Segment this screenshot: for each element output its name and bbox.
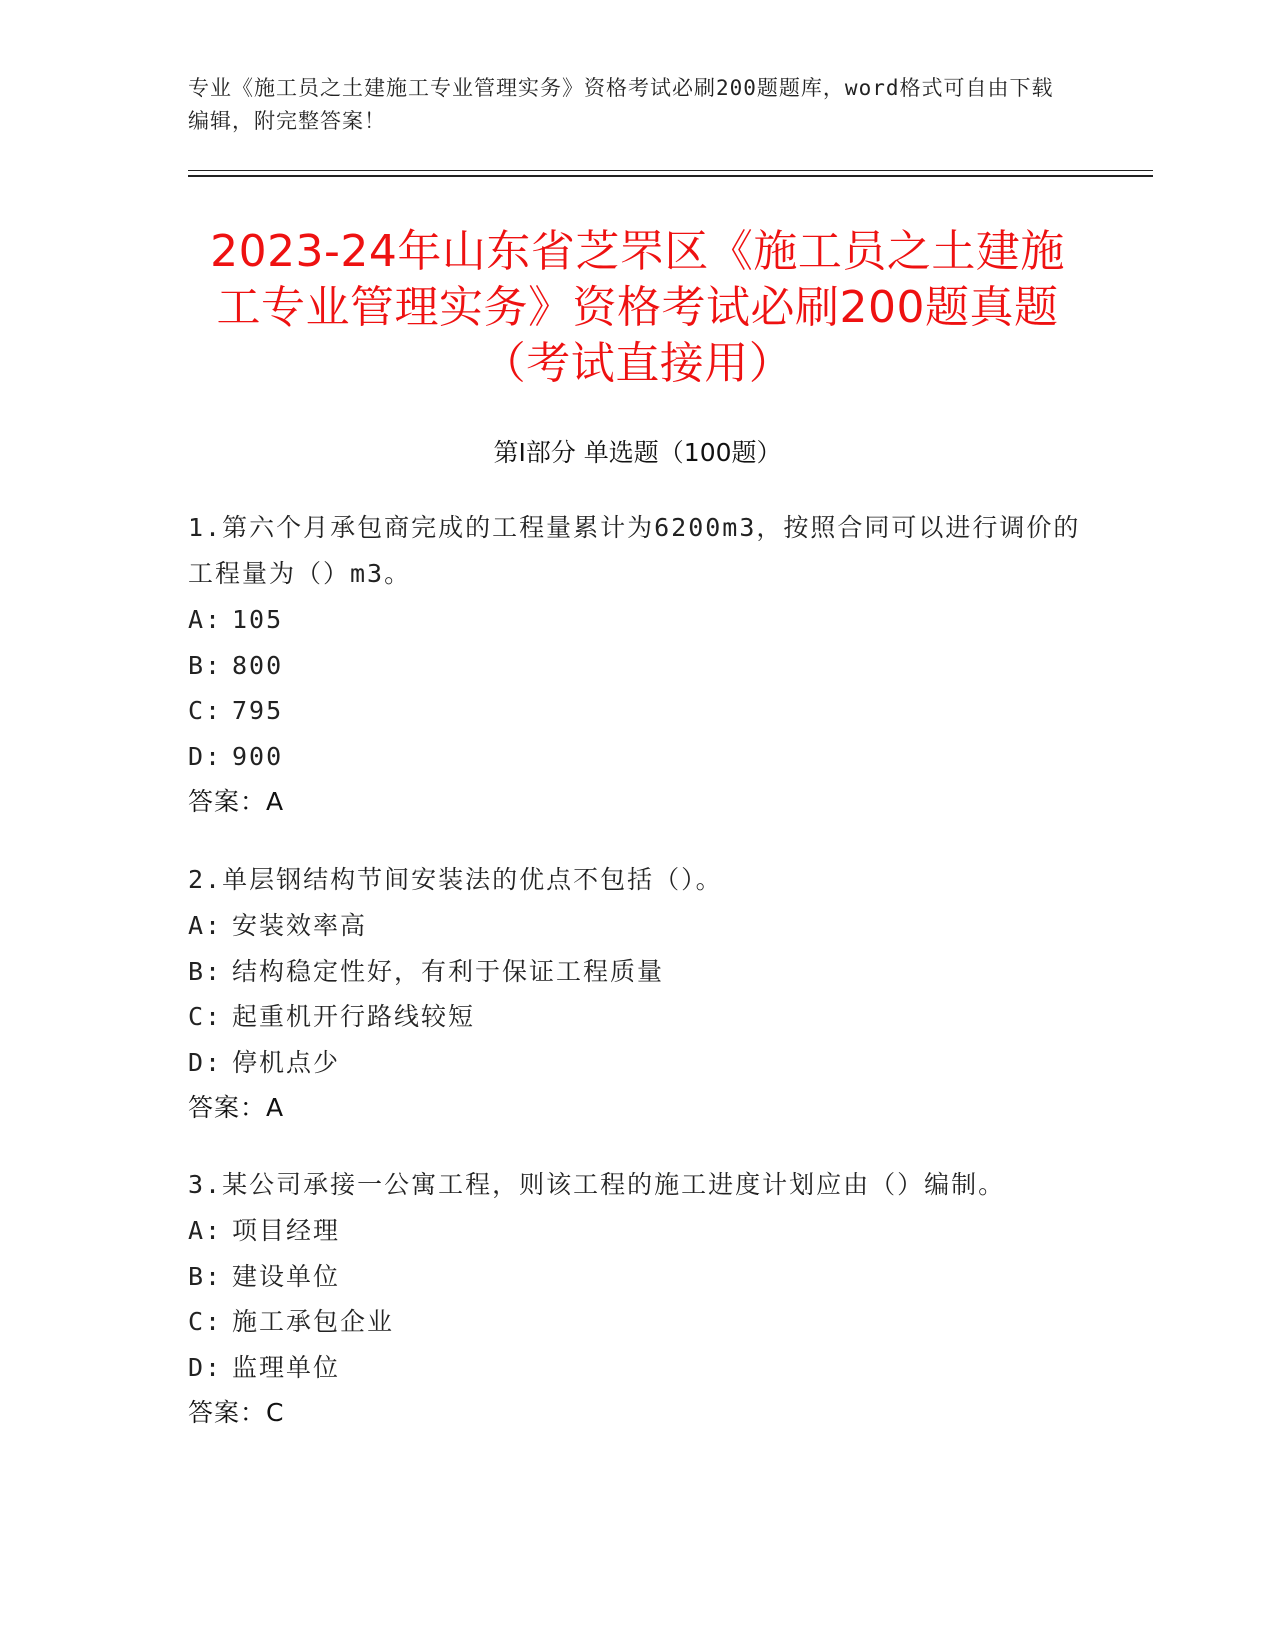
option-letter: B: bbox=[188, 956, 223, 986]
option-a bbox=[188, 597, 1088, 643]
question-text: 1.第六个月承包商完成的工程量累计为6200m3，按照合同可以进行调价的工程量为（）m3。 bbox=[188, 513, 1081, 588]
option-text: 停机点少 bbox=[232, 1047, 341, 1077]
option-letter: A: bbox=[188, 1216, 223, 1245]
option-text: 项目经理 bbox=[232, 1216, 341, 1245]
option-letter: D: bbox=[188, 1047, 223, 1077]
title-line-3: （考试直接用） bbox=[481, 338, 794, 389]
option-a bbox=[188, 903, 1088, 949]
option-letter: D: bbox=[188, 741, 223, 771]
answer: 答案：C bbox=[188, 1398, 285, 1427]
option-text: 施工承包企业 bbox=[232, 1307, 395, 1336]
option-text: 900 bbox=[232, 741, 284, 771]
title-line-1: 2023-24年山东省芝罘区《施工员之土建施 bbox=[210, 226, 1065, 277]
option-text: 105 bbox=[232, 605, 284, 634]
header-note: 专业《施工员之土建施工专业管理实务》资格考试必刷200题题库，word格式可自由下载编辑，附完整答案！ bbox=[188, 76, 1054, 133]
answer: 答案：A bbox=[188, 1093, 285, 1122]
section-title: 第Ⅰ部分 单选题（100题） bbox=[493, 438, 782, 467]
option-b bbox=[188, 949, 1088, 995]
option-d bbox=[188, 734, 1088, 780]
option-text: 795 bbox=[232, 696, 284, 725]
option-letter: A: bbox=[188, 605, 223, 634]
option-letter: B: bbox=[188, 650, 223, 680]
question-3 bbox=[188, 1162, 1088, 1436]
option-c bbox=[188, 688, 1088, 734]
option-text: 建设单位 bbox=[232, 1261, 341, 1291]
option-letter: D: bbox=[188, 1352, 223, 1382]
document-title bbox=[190, 224, 1085, 392]
header-divider-thin bbox=[188, 170, 1153, 171]
option-letter: B: bbox=[188, 1261, 223, 1291]
option-c bbox=[188, 1299, 1088, 1345]
option-b bbox=[188, 1254, 1088, 1300]
option-letter: C: bbox=[188, 1002, 223, 1031]
answer: 答案：A bbox=[188, 787, 285, 816]
option-d bbox=[188, 1040, 1088, 1086]
option-letter: C: bbox=[188, 1307, 223, 1336]
header-divider-thick bbox=[188, 175, 1153, 177]
option-c bbox=[188, 994, 1088, 1040]
option-d bbox=[188, 1345, 1088, 1391]
option-text: 起重机开行路线较短 bbox=[232, 1002, 476, 1031]
option-a bbox=[188, 1208, 1088, 1254]
option-text: 结构稳定性好，有利于保证工程质量 bbox=[232, 956, 665, 986]
question-text: 2.单层钢结构节间安装法的优点不包括（）。 bbox=[188, 865, 723, 894]
option-letter: C: bbox=[188, 696, 223, 725]
question-2 bbox=[188, 857, 1088, 1131]
question-1 bbox=[188, 505, 1088, 825]
question-text: 3.某公司承接一公寓工程，则该工程的施工进度计划应由（）编制。 bbox=[188, 1170, 1006, 1199]
option-text: 安装效率高 bbox=[232, 911, 368, 940]
option-text: 800 bbox=[232, 650, 284, 680]
option-letter: A: bbox=[188, 911, 223, 940]
option-b bbox=[188, 643, 1088, 689]
option-text: 监理单位 bbox=[232, 1352, 341, 1382]
title-line-2: 工专业管理实务》资格考试必刷200题真题 bbox=[216, 282, 1059, 333]
